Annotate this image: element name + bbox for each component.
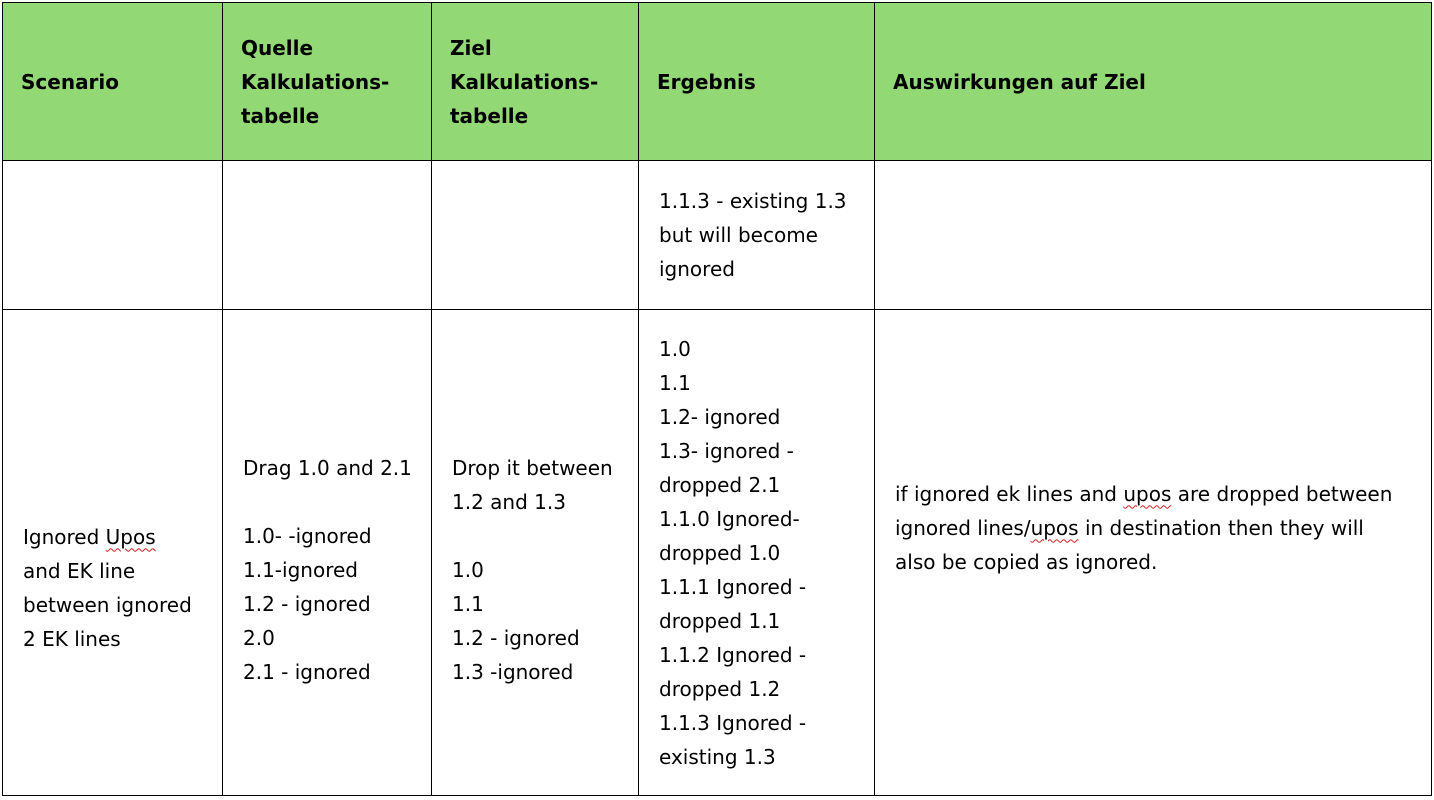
table-row (3, 310, 1432, 796)
header-scenario: Scenario (3, 3, 223, 161)
cell-auswirkungen: if ignored ek lines and upos are dropped between ignored lines/upos in destination then they will also be copied as ignored. (875, 310, 1432, 796)
cell-quelle (223, 161, 432, 310)
spellcheck-underline: Upos (105, 524, 156, 549)
cell-scenario: Ignored Upos and EK line between ignored 2 EK lines (3, 310, 223, 796)
cell-auswirkungen (875, 161, 1432, 310)
header-ergebnis: Ergebnis (639, 3, 875, 161)
cell-ziel (432, 161, 639, 310)
table-row (3, 161, 1432, 310)
spellcheck-underline: upos (1030, 515, 1079, 540)
cell-quelle: Drag 1.0 and 2.1 1.0- -ignored 1.1-ignored 1.2 - ignored 2.0 2.1 - ignored (223, 310, 432, 796)
scenario-table (2, 2, 1432, 796)
header-ziel: Ziel Kalkulations- tabelle (432, 3, 639, 161)
header-row (3, 3, 1432, 161)
cell-scenario (3, 161, 223, 310)
cell-ergebnis: 1.0 1.1 1.2- ignored 1.3- ignored - dropped 2.1 1.1.0 Ignored- dropped 1.0 1.1.1 Ignored - dropped 1.1 1.1.2 Ignored - dropped 1.2 1.1.3 Ignored - existing 1.3 (639, 310, 875, 796)
cell-ergebnis: 1.1.3 - existing 1.3 but will become ignored (639, 161, 875, 310)
header-auswirkungen: Auswirkungen auf Ziel (875, 3, 1432, 161)
header-quelle: Quelle Kalkulations- tabelle (223, 3, 432, 161)
cell-ziel: Drop it between 1.2 and 1.3 1.0 1.1 1.2 - ignored 1.3 -ignored (432, 310, 639, 796)
spellcheck-underline: upos (1123, 481, 1172, 506)
